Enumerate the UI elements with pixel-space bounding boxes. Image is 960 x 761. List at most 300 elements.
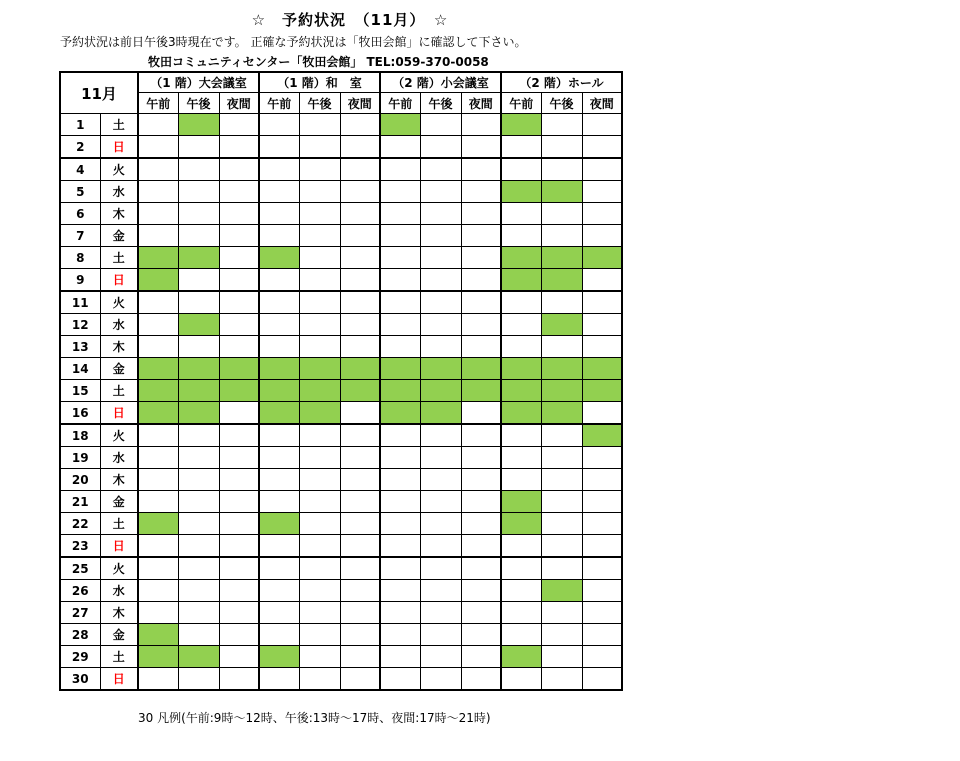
available-cell xyxy=(461,513,501,535)
available-cell xyxy=(340,447,380,469)
available-cell xyxy=(461,646,501,668)
available-cell xyxy=(178,513,219,535)
available-cell xyxy=(178,291,219,314)
available-cell xyxy=(461,424,501,447)
booked-cell xyxy=(178,646,219,668)
available-cell xyxy=(340,624,380,646)
booked-cell xyxy=(420,402,461,425)
weekday: 日 xyxy=(100,269,138,292)
day-number: 30 xyxy=(60,668,100,691)
booked-cell xyxy=(259,646,299,668)
available-cell xyxy=(340,181,380,203)
available-cell xyxy=(541,535,582,558)
available-cell xyxy=(541,668,582,691)
available-cell xyxy=(340,225,380,247)
available-cell xyxy=(420,513,461,535)
booked-cell xyxy=(501,513,541,535)
available-cell xyxy=(420,114,461,136)
available-cell xyxy=(178,668,219,691)
available-cell xyxy=(501,447,541,469)
slot-header: 夜間 xyxy=(219,93,259,114)
available-cell xyxy=(380,225,420,247)
available-cell xyxy=(420,602,461,624)
day-number: 5 xyxy=(60,181,100,203)
available-cell xyxy=(420,247,461,269)
month-header: 11月 xyxy=(60,72,138,114)
booked-cell xyxy=(420,358,461,380)
legend: 30 凡例(午前:9時～12時、午後:13時～17時、夜間:17時～21時) xyxy=(138,711,491,725)
available-cell xyxy=(299,580,340,602)
available-cell xyxy=(501,158,541,181)
available-cell xyxy=(541,602,582,624)
available-cell xyxy=(461,291,501,314)
available-cell xyxy=(420,203,461,225)
available-cell xyxy=(541,624,582,646)
table-row xyxy=(60,181,622,203)
available-cell xyxy=(501,602,541,624)
available-cell xyxy=(219,158,259,181)
available-cell xyxy=(219,668,259,691)
table-row xyxy=(60,491,622,513)
available-cell xyxy=(420,136,461,159)
available-cell xyxy=(340,314,380,336)
booked-cell xyxy=(420,380,461,402)
available-cell xyxy=(380,447,420,469)
available-cell xyxy=(219,314,259,336)
booked-cell xyxy=(501,491,541,513)
booked-cell xyxy=(582,424,622,447)
booked-cell xyxy=(299,380,340,402)
booked-cell xyxy=(501,114,541,136)
available-cell xyxy=(501,225,541,247)
booked-cell xyxy=(541,314,582,336)
available-cell xyxy=(299,114,340,136)
available-cell xyxy=(420,491,461,513)
available-cell xyxy=(178,181,219,203)
weekday: 木 xyxy=(100,602,138,624)
available-cell xyxy=(138,557,178,580)
weekday: 金 xyxy=(100,358,138,380)
table-row xyxy=(60,668,622,691)
booked-cell xyxy=(501,402,541,425)
available-cell xyxy=(461,447,501,469)
weekday: 火 xyxy=(100,557,138,580)
available-cell xyxy=(340,269,380,292)
slot-header: 午前 xyxy=(501,93,541,114)
day-number: 21 xyxy=(60,491,100,513)
available-cell xyxy=(380,269,420,292)
weekday: 日 xyxy=(100,535,138,558)
table-row xyxy=(60,646,622,668)
weekday: 木 xyxy=(100,203,138,225)
available-cell xyxy=(259,491,299,513)
available-cell xyxy=(582,291,622,314)
available-cell xyxy=(380,136,420,159)
booked-cell xyxy=(178,358,219,380)
available-cell xyxy=(259,557,299,580)
table-row xyxy=(60,114,622,136)
room-header: （1 階）和 室 xyxy=(259,72,380,93)
weekday: 土 xyxy=(100,646,138,668)
available-cell xyxy=(340,491,380,513)
available-cell xyxy=(219,291,259,314)
available-cell xyxy=(178,469,219,491)
available-cell xyxy=(340,114,380,136)
available-cell xyxy=(420,314,461,336)
available-cell xyxy=(299,646,340,668)
available-cell xyxy=(501,291,541,314)
booked-cell xyxy=(582,380,622,402)
available-cell xyxy=(582,646,622,668)
booked-cell xyxy=(541,358,582,380)
booked-cell xyxy=(541,247,582,269)
booked-cell xyxy=(461,380,501,402)
booked-cell xyxy=(259,247,299,269)
available-cell xyxy=(380,535,420,558)
booked-cell xyxy=(299,402,340,425)
available-cell xyxy=(219,602,259,624)
available-cell xyxy=(461,336,501,358)
day-number: 12 xyxy=(60,314,100,336)
available-cell xyxy=(259,225,299,247)
available-cell xyxy=(541,114,582,136)
available-cell xyxy=(541,513,582,535)
weekday: 金 xyxy=(100,225,138,247)
available-cell xyxy=(340,646,380,668)
available-cell xyxy=(420,624,461,646)
available-cell xyxy=(259,447,299,469)
available-cell xyxy=(420,469,461,491)
available-cell xyxy=(299,535,340,558)
slot-header: 午前 xyxy=(138,93,178,114)
booked-cell xyxy=(380,402,420,425)
weekday: 土 xyxy=(100,513,138,535)
available-cell xyxy=(259,469,299,491)
available-cell xyxy=(461,469,501,491)
available-cell xyxy=(138,336,178,358)
table-row xyxy=(60,336,622,358)
available-cell xyxy=(461,314,501,336)
available-cell xyxy=(340,291,380,314)
reservation-table xyxy=(59,71,623,691)
available-cell xyxy=(178,336,219,358)
available-cell xyxy=(259,668,299,691)
available-cell xyxy=(582,624,622,646)
booked-cell xyxy=(219,358,259,380)
available-cell xyxy=(138,580,178,602)
available-cell xyxy=(461,181,501,203)
booked-cell xyxy=(380,114,420,136)
available-cell xyxy=(299,469,340,491)
available-cell xyxy=(219,402,259,425)
available-cell xyxy=(299,557,340,580)
available-cell xyxy=(219,336,259,358)
table-row xyxy=(60,225,622,247)
available-cell xyxy=(178,624,219,646)
available-cell xyxy=(299,668,340,691)
available-cell xyxy=(380,491,420,513)
available-cell xyxy=(461,247,501,269)
available-cell xyxy=(541,557,582,580)
available-cell xyxy=(340,424,380,447)
available-cell xyxy=(299,447,340,469)
day-number: 25 xyxy=(60,557,100,580)
available-cell xyxy=(582,181,622,203)
available-cell xyxy=(178,602,219,624)
available-cell xyxy=(461,136,501,159)
available-cell xyxy=(138,314,178,336)
available-cell xyxy=(259,624,299,646)
available-cell xyxy=(299,336,340,358)
available-cell xyxy=(461,668,501,691)
available-cell xyxy=(420,668,461,691)
available-cell xyxy=(501,203,541,225)
available-cell xyxy=(501,424,541,447)
available-cell xyxy=(380,181,420,203)
available-cell xyxy=(582,513,622,535)
table-row xyxy=(60,314,622,336)
available-cell xyxy=(178,557,219,580)
available-cell xyxy=(299,491,340,513)
available-cell xyxy=(541,646,582,668)
status-note: 予約状況は前日午後3時現在です。 正確な予約状況は「牧田会館」に確認して下さい。 xyxy=(60,35,527,49)
available-cell xyxy=(219,557,259,580)
available-cell xyxy=(380,424,420,447)
booked-cell xyxy=(501,247,541,269)
table-row xyxy=(60,402,622,425)
available-cell xyxy=(380,668,420,691)
day-number: 9 xyxy=(60,269,100,292)
booked-cell xyxy=(501,181,541,203)
available-cell xyxy=(219,225,259,247)
available-cell xyxy=(420,225,461,247)
available-cell xyxy=(582,269,622,292)
available-cell xyxy=(501,336,541,358)
available-cell xyxy=(380,291,420,314)
available-cell xyxy=(138,291,178,314)
available-cell xyxy=(138,158,178,181)
day-number: 26 xyxy=(60,580,100,602)
available-cell xyxy=(138,535,178,558)
weekday: 水 xyxy=(100,314,138,336)
available-cell xyxy=(299,203,340,225)
available-cell xyxy=(340,557,380,580)
available-cell xyxy=(340,203,380,225)
slot-header: 夜間 xyxy=(582,93,622,114)
weekday: 水 xyxy=(100,447,138,469)
day-number: 28 xyxy=(60,624,100,646)
available-cell xyxy=(178,136,219,159)
available-cell xyxy=(380,580,420,602)
available-cell xyxy=(582,668,622,691)
available-cell xyxy=(259,291,299,314)
available-cell xyxy=(259,114,299,136)
available-cell xyxy=(299,225,340,247)
day-number: 16 xyxy=(60,402,100,425)
available-cell xyxy=(541,424,582,447)
available-cell xyxy=(299,424,340,447)
day-number: 14 xyxy=(60,358,100,380)
available-cell xyxy=(582,114,622,136)
weekday: 土 xyxy=(100,380,138,402)
available-cell xyxy=(420,158,461,181)
available-cell xyxy=(420,535,461,558)
available-cell xyxy=(138,602,178,624)
slot-header: 午前 xyxy=(380,93,420,114)
available-cell xyxy=(340,602,380,624)
available-cell xyxy=(299,624,340,646)
available-cell xyxy=(582,535,622,558)
available-cell xyxy=(178,535,219,558)
booked-cell xyxy=(178,314,219,336)
weekday: 日 xyxy=(100,402,138,425)
table-row xyxy=(60,580,622,602)
available-cell xyxy=(299,247,340,269)
available-cell xyxy=(219,513,259,535)
available-cell xyxy=(299,314,340,336)
available-cell xyxy=(420,336,461,358)
available-cell xyxy=(178,424,219,447)
booked-cell xyxy=(541,269,582,292)
available-cell xyxy=(582,557,622,580)
weekday: 木 xyxy=(100,336,138,358)
day-number: 27 xyxy=(60,602,100,624)
table-row xyxy=(60,447,622,469)
day-number: 4 xyxy=(60,158,100,181)
available-cell xyxy=(582,158,622,181)
available-cell xyxy=(541,225,582,247)
room-header: （2 階）ホール xyxy=(501,72,622,93)
available-cell xyxy=(138,114,178,136)
available-cell xyxy=(299,602,340,624)
available-cell xyxy=(259,181,299,203)
page-title: ☆ 予約状況 （11月） ☆ xyxy=(251,11,449,29)
available-cell xyxy=(420,557,461,580)
available-cell xyxy=(178,158,219,181)
available-cell xyxy=(138,225,178,247)
available-cell xyxy=(138,447,178,469)
slot-header: 午後 xyxy=(178,93,219,114)
day-number: 7 xyxy=(60,225,100,247)
booked-cell xyxy=(299,358,340,380)
available-cell xyxy=(299,158,340,181)
available-cell xyxy=(219,181,259,203)
weekday: 火 xyxy=(100,291,138,314)
available-cell xyxy=(380,158,420,181)
booked-cell xyxy=(138,247,178,269)
available-cell xyxy=(380,247,420,269)
available-cell xyxy=(219,447,259,469)
booked-cell xyxy=(138,646,178,668)
weekday: 水 xyxy=(100,181,138,203)
slot-header: 午後 xyxy=(420,93,461,114)
table-row xyxy=(60,624,622,646)
available-cell xyxy=(461,114,501,136)
day-number: 18 xyxy=(60,424,100,447)
available-cell xyxy=(219,114,259,136)
available-cell xyxy=(340,580,380,602)
available-cell xyxy=(340,668,380,691)
available-cell xyxy=(380,646,420,668)
available-cell xyxy=(259,203,299,225)
available-cell xyxy=(501,557,541,580)
available-cell xyxy=(501,136,541,159)
available-cell xyxy=(138,668,178,691)
booked-cell xyxy=(541,181,582,203)
table-row xyxy=(60,380,622,402)
available-cell xyxy=(340,136,380,159)
available-cell xyxy=(541,291,582,314)
available-cell xyxy=(461,402,501,425)
available-cell xyxy=(380,336,420,358)
available-cell xyxy=(259,580,299,602)
table-row xyxy=(60,535,622,558)
available-cell xyxy=(461,580,501,602)
weekday: 火 xyxy=(100,158,138,181)
available-cell xyxy=(501,580,541,602)
booked-cell xyxy=(138,624,178,646)
booked-cell xyxy=(541,580,582,602)
available-cell xyxy=(420,646,461,668)
weekday: 金 xyxy=(100,624,138,646)
available-cell xyxy=(501,535,541,558)
slot-header: 夜間 xyxy=(461,93,501,114)
table-row xyxy=(60,136,622,159)
booked-cell xyxy=(501,380,541,402)
table-row xyxy=(60,247,622,269)
available-cell xyxy=(582,580,622,602)
day-number: 20 xyxy=(60,469,100,491)
booked-cell xyxy=(259,513,299,535)
available-cell xyxy=(461,158,501,181)
booked-cell xyxy=(340,380,380,402)
available-cell xyxy=(582,447,622,469)
available-cell xyxy=(138,136,178,159)
available-cell xyxy=(461,269,501,292)
weekday: 木 xyxy=(100,469,138,491)
day-number: 23 xyxy=(60,535,100,558)
slot-header: 午後 xyxy=(541,93,582,114)
available-cell xyxy=(259,158,299,181)
table-row xyxy=(60,602,622,624)
booked-cell xyxy=(178,114,219,136)
available-cell xyxy=(582,491,622,513)
available-cell xyxy=(461,225,501,247)
slot-header: 午後 xyxy=(299,93,340,114)
booked-cell xyxy=(259,380,299,402)
available-cell xyxy=(299,291,340,314)
booked-cell xyxy=(541,402,582,425)
available-cell xyxy=(582,469,622,491)
available-cell xyxy=(138,469,178,491)
day-number: 2 xyxy=(60,136,100,159)
day-number: 15 xyxy=(60,380,100,402)
booked-cell xyxy=(138,358,178,380)
available-cell xyxy=(582,136,622,159)
booked-cell xyxy=(178,247,219,269)
room-header: （1 階）大会議室 xyxy=(138,72,259,93)
available-cell xyxy=(219,424,259,447)
available-cell xyxy=(420,580,461,602)
available-cell xyxy=(420,181,461,203)
booked-cell xyxy=(340,358,380,380)
available-cell xyxy=(582,203,622,225)
available-cell xyxy=(582,314,622,336)
available-cell xyxy=(541,469,582,491)
day-number: 13 xyxy=(60,336,100,358)
booked-cell xyxy=(380,380,420,402)
available-cell xyxy=(461,557,501,580)
